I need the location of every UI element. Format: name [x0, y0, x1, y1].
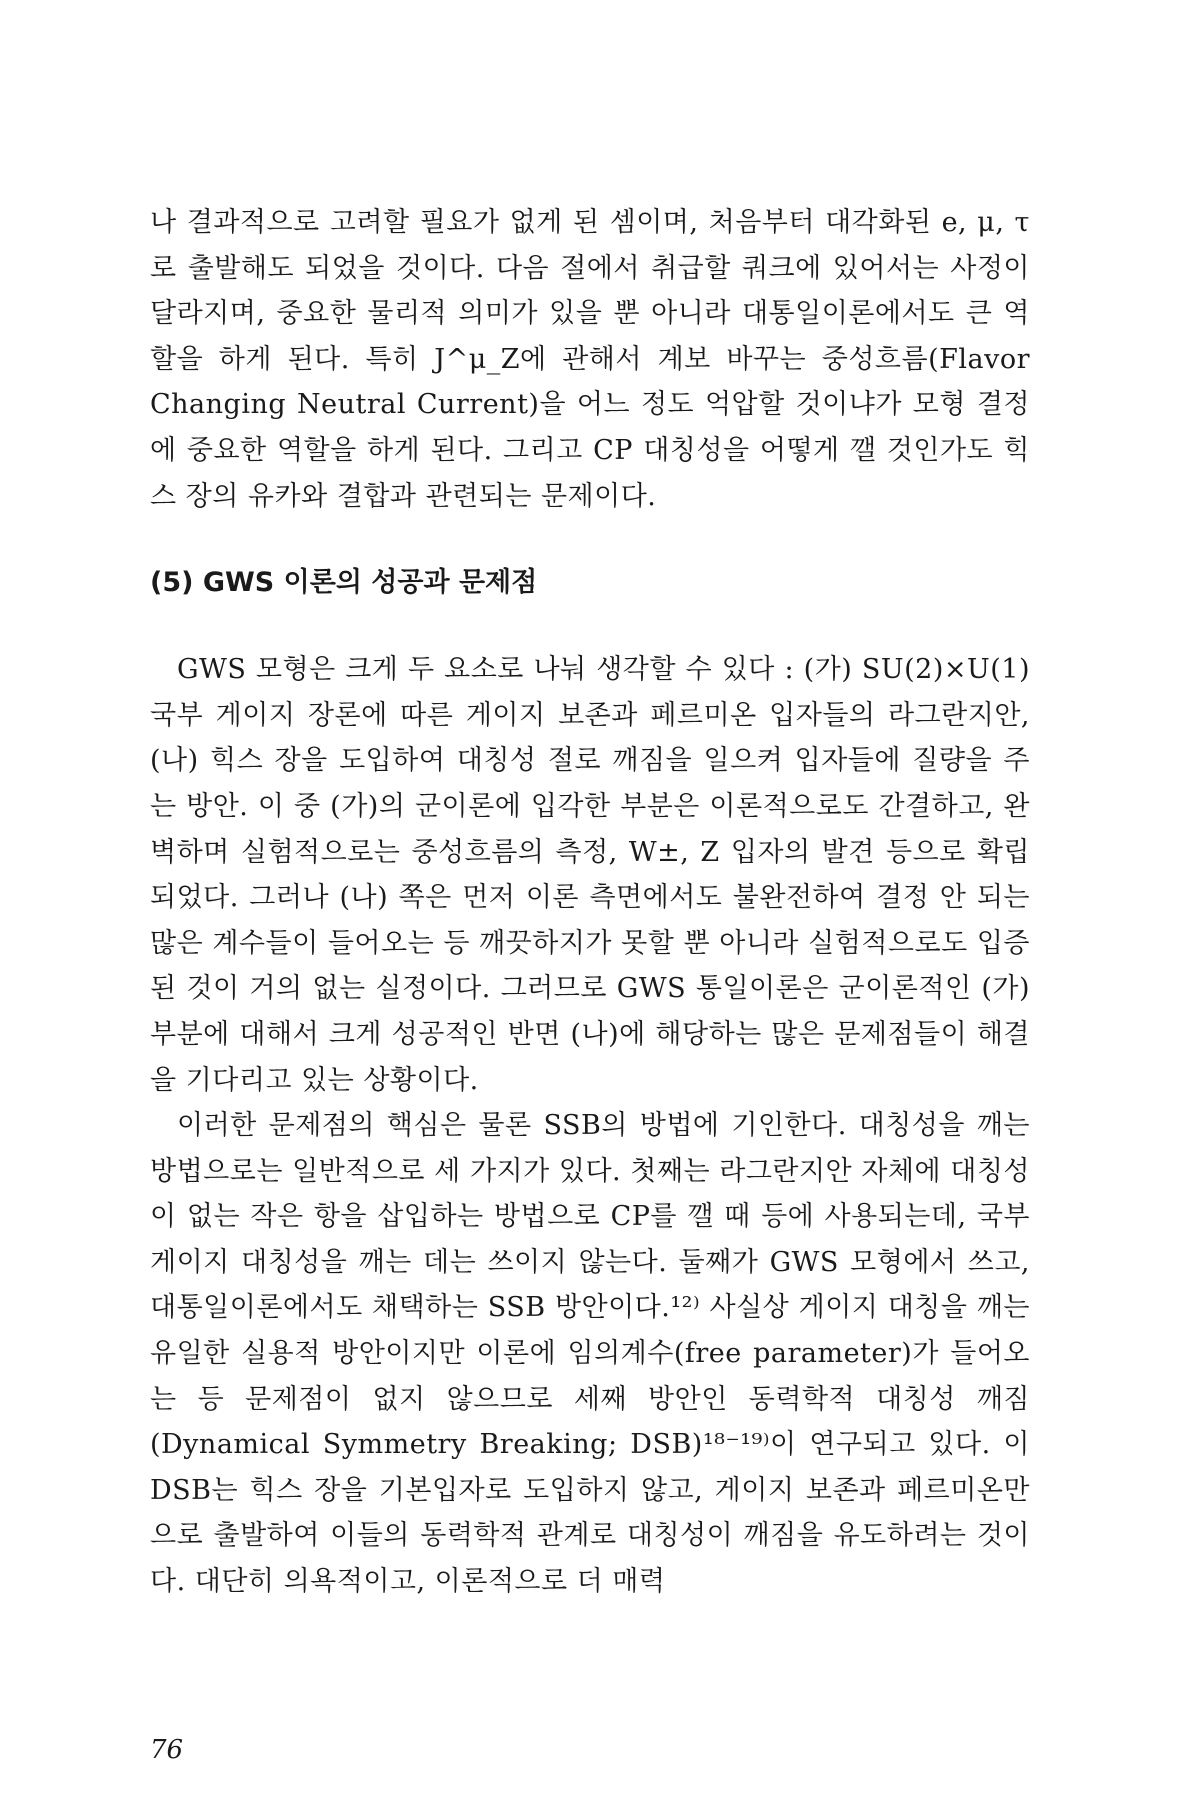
paragraph-1: 나 결과적으로 고려할 필요가 없게 된 셈이며, 처음부터 대각화된 e, μ, τ로 출발해도 되었을 것이다. 다음 절에서 취급할 쿼크에 있어서는 사정이 달라지며, 중요한 물리적 의미가 있을 뿐 아니라 대통일이론에서도 큰 역할을 하게 된다. 특히 J^μ_Z에 관해서 계보 바꾸는 중성흐름(Flavor Changing Neutral Current)을 어느 정도 억압할 것이냐가 모형 결정에 중요한 역할을 하게 된다. 그리고 CP 대칭성을 어떻게 깰 것인가도 힉스 장의 유카와 결합과 관련되는 문제이다. — [150, 207, 1030, 512]
paragraph-3: 이러한 문제점의 핵심은 물론 SSB의 방법에 기인한다. 대칭성을 깨는 방법으로는 일반적으로 세 가지가 있다. 첫째는 라그란지안 자체에 대칭성이 없는 작은 항을 삽입하는 방법으로 CP를 깰 때 등에 사용되는데, 국부 게이지 대칭성을 깨는 데는 쓰이지 않는다. 둘째가 GWS 모형에서 쓰고, 대통일이론에서도 채택하는 SSB 방안이다.¹²⁾ 사실상 게이지 대칭을 깨는 유일한 실용적 방안이지만 이론에 임의계수(free parameter)가 들어오는 등 문제점이 없지 않으므로 세째 방안인 동력학적 대칭성 깨짐(Dynamical Symmetry Breaking; DSB)¹⁸⁻¹⁹⁾이 연구되고 있다. 이 DSB는 힉스 장을 기본입자로 도입하지 않고, 게이지 보존과 페르미온만으로 출발하여 이들의 동력학적 관계로 대칭성이 깨짐을 유도하려는 것이다. 대단히 의욕적이고, 이론적으로 더 매력 — [150, 1110, 1030, 1598]
page-body — [150, 200, 1030, 1605]
paragraph-2: GWS 모형은 크게 두 요소로 나눠 생각할 수 있다 : (가) SU(2)×U(1) 국부 게이지 장론에 따른 게이지 보존과 페르미온 입자들의 라그란지안, (나) 힉스 장을 도입하여 대칭성 절로 깨짐을 일으켜 입자들에 질량을 주는 방안. 이 중 (가)의 군이론에 입각한 부분은 이론적으로도 간결하고, 완벽하며 실험적으로는 중성흐름의 측정, W±, Z 입자의 발견 등으로 확립되었다. 그러나 (나) 쪽은 먼저 이론 측면에서도 불완전하여 결정 안 되는 많은 계수들이 들어오는 등 깨끗하지가 못할 뿐 아니라 실험적으로도 입증된 것이 거의 없는 실정이다. 그러므로 GWS 통일이론은 군이론적인 (가) 부분에 대해서 크게 성공적인 반면 (나)에 해당하는 많은 문제점들이 해결을 기다리고 있는 상황이다. — [150, 654, 1030, 1096]
section-heading: (5) GWS 이론의 성공과 문제점 — [150, 567, 538, 599]
page-number: 76 — [150, 1735, 184, 1765]
